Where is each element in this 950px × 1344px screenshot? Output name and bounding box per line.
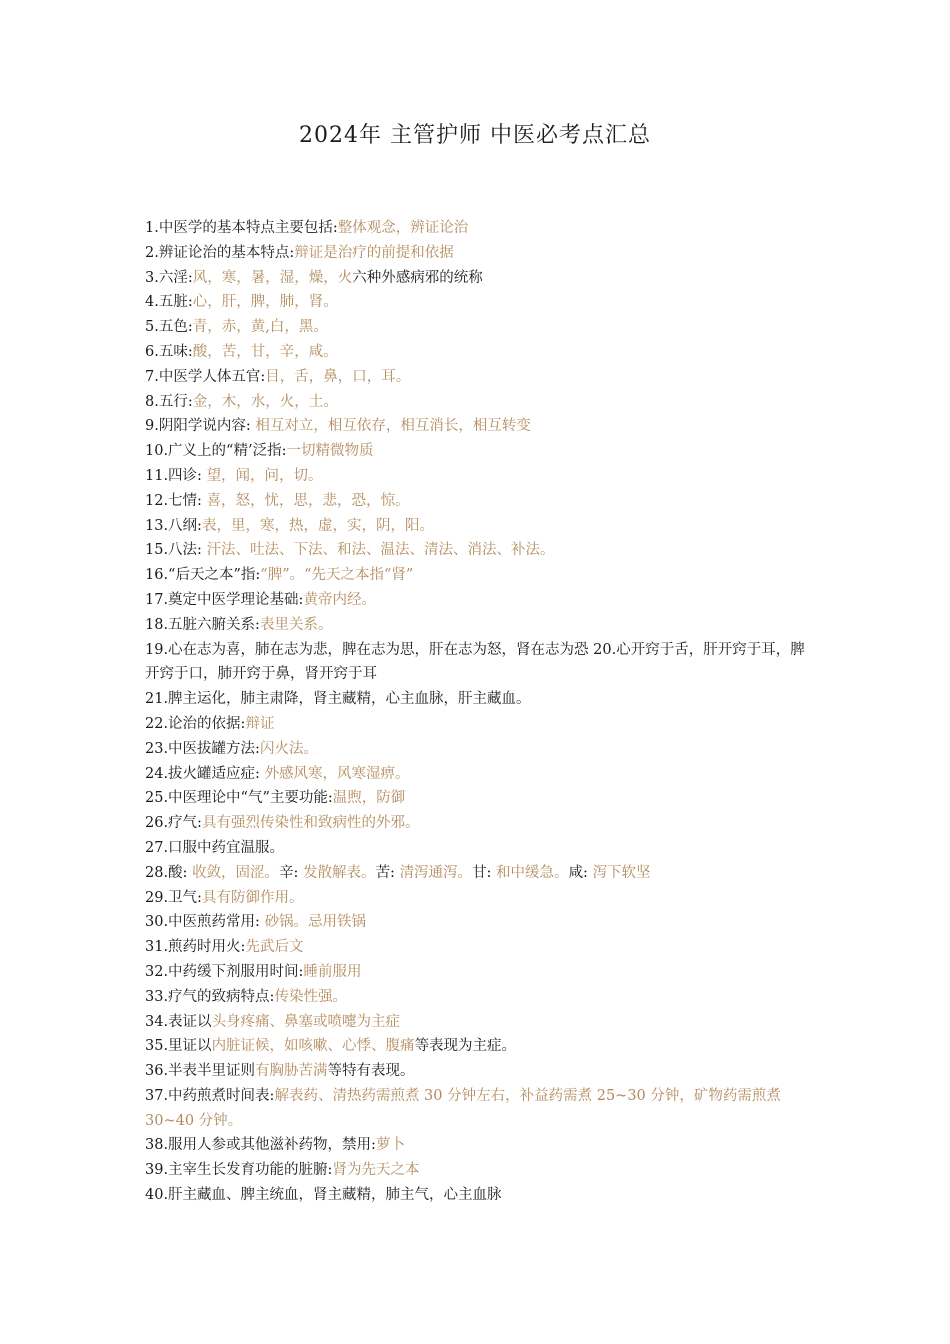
item-text: 6.五味: [145,343,193,360]
highlighted-answer: 辩证是治疗的前提和依据 [294,244,454,261]
highlighted-answer: 闪火法。 [259,740,318,757]
item-text: 24.拔火罐适应症: [145,765,265,782]
item-text: 36.半表半里证则 [145,1063,256,1080]
highlighted-answer: 发散解表。 [303,864,376,881]
item-text: 39.主宰生长发育功能的脏腑: [145,1162,333,1179]
highlighted-answer: 青，赤，黄,白，黑。 [192,319,328,336]
list-item [145,712,815,737]
item-text: 7.中医学人体五官: [145,368,266,385]
list-item [145,836,815,861]
highlighted-answer: 汗法、吐法、下法、和法、温法、清法、消法、补法。 [206,542,555,559]
list-item [145,1059,815,1084]
list-item [145,687,815,712]
list-item [145,737,815,762]
highlighted-answer: “脾”。“先天之本指“肾” [260,567,414,584]
item-text: 8.五行: [145,393,193,410]
highlighted-answer: 先武后文 [245,939,304,956]
list-item [145,340,815,365]
list-item [145,762,815,787]
highlighted-answer: 望，闻，问，切。 [206,467,323,484]
list-item [145,266,815,291]
list-item [145,638,815,688]
item-text: 10.广义上的“精’泛指: [145,443,287,460]
list-item [145,985,815,1010]
list-item [145,290,815,315]
item-text: 31.煎药时用火: [145,939,246,956]
list-item [145,464,815,489]
highlighted-answer: 和中缓急。 [496,864,569,881]
highlighted-answer: 萝卜 [375,1137,405,1154]
item-text: 32.中药缓下剂服用时间: [145,963,304,980]
item-text: 辛: [279,864,304,881]
highlighted-answer: 睡前服用 [303,963,362,980]
item-text: 18.五脏六腑关系: [145,616,260,633]
item-text: 六种外感病邪的统称 [352,269,483,286]
highlighted-answer: 头身疼痛、鼻塞或喷嚏为主症 [211,1013,401,1030]
list-item [145,811,815,836]
list-item [145,1010,815,1035]
list-item [145,910,815,935]
item-text: 27.口服中药宜温服。 [145,839,285,856]
highlighted-answer: 泻下软坚 [592,864,651,881]
list-item [145,241,815,266]
item-text: 4.五脏: [145,294,193,311]
highlighted-answer: 具有强烈传染性和致病性的外邪。 [201,815,420,832]
highlighted-answer: 肾为先天之本 [332,1162,420,1179]
item-text: 34.表证以 [145,1013,212,1030]
item-text: 咸: [568,864,593,881]
highlighted-answer: 辩证 [245,715,275,732]
page-title: 2024年 主管护师 中医必考点汇总 [299,123,651,148]
list-item [145,1158,815,1183]
item-text: 19.心在志为喜，肺在志为悲，脾在志为思，肝在志为怒，肾在志为恐 20.心开窍于舌，肝开窍于耳，脾开窍于口，肺开窍于鼻，肾开窍于耳 [145,641,805,683]
highlighted-answer: 有胸胁苦满 [255,1063,328,1080]
list-item [145,1034,815,1059]
list-item [145,1133,815,1158]
highlighted-answer: 相互对立，相互依存，相互消长，相互转变 [255,418,531,435]
item-text: 37.中药煎煮时间表: [145,1087,275,1104]
list-item [145,365,815,390]
item-text: 25.中医理论中“气”主要功能: [145,790,333,807]
item-text: 1.中医学的基本特点主要包括: [145,220,338,236]
item-text: 38.服用人参或其他滋补药物，禁用: [145,1137,376,1154]
highlighted-answer: 温煦，防御 [332,790,406,807]
list-item [145,786,815,811]
highlighted-answer: 表里关系。 [259,616,333,633]
highlighted-answer: 金，木，水，火，土。 [192,393,338,410]
item-text: 40.肝主藏血、脾主统血，肾主藏精，肺主气，心主血脉 [145,1187,502,1204]
list-item [145,563,815,588]
list-item [145,1084,815,1134]
highlighted-answer: 清泻通泻。 [399,864,473,881]
item-text: 23.中医拔罐方法: [145,740,260,757]
list-item [145,315,815,340]
list-item [145,588,815,613]
item-text: 16.“后天之本”指: [145,567,261,584]
item-text: 苦: [375,864,400,881]
list-item [145,538,815,563]
item-text: 5.五色: [145,319,193,336]
item-text: 30.中医煎药常用: [145,914,265,931]
item-text: 2.辨证论治的基本特点: [145,244,295,261]
item-text: 12.七情: [145,492,207,509]
item-text: 11.四诊: [145,467,207,484]
list-item [145,414,815,439]
item-text: 29.卫气: [145,889,202,906]
item-text: 9.阴阳学说内容: [145,418,256,435]
highlighted-answer: 喜，怒，忧，思，悲，恐，惊。 [206,492,410,509]
item-text: 13.八纲: [145,517,202,534]
list-item [145,960,815,985]
list-item [145,1183,815,1208]
list-item [145,935,815,960]
item-text: 33.疗气的致病特点: [145,988,275,1005]
highlighted-answer: 整体观念，辨证论治 [337,220,469,236]
item-text: 15.八法: [145,542,207,559]
highlighted-answer: 一切精微物质 [286,443,374,460]
highlighted-answer: 风，寒，暑，湿，燥，火 [192,269,353,286]
highlighted-answer: 收敛，固涩。 [192,864,280,881]
item-text: 26.疗气: [145,815,202,832]
list-item [145,439,815,464]
highlighted-answer: 目，舌，鼻，口，耳。 [265,368,411,385]
item-text: 28.酸: [145,864,193,881]
highlighted-answer: 解表药、清热药需煎煮 30 分钟左右，补益药需煮 25~30 分钟，矿物药需煎煮 30~40 分钟。 [145,1087,781,1129]
list-item [145,390,815,415]
highlighted-answer: 传染性强。 [274,988,347,1005]
highlighted-answer: 表，里，寒，热，虚，实，阴，阳。 [201,517,434,534]
item-text: 22.论治的依据: [145,715,246,732]
item-text: 甘: [472,864,497,881]
highlighted-answer: 心，肝，脾，肺，肾。 [192,294,338,311]
list-item [145,514,815,539]
item-text: 35.里证以 [145,1038,212,1055]
item-text: 3.六淫: [145,269,193,286]
highlighted-answer: 具有防御作用。 [201,889,304,906]
list-item [145,489,815,514]
highlighted-answer: 酸，苦，甘，辛，咸。 [192,343,338,360]
highlighted-answer: 砂锅。忌用铁锅 [264,914,367,931]
highlighted-answer: 外感风寒，风寒湿痹。 [264,765,410,782]
highlighted-answer: 黄帝内经。 [303,591,376,608]
item-text: 等表现为主症。 [414,1038,517,1055]
list-item [145,613,815,638]
item-text: 17.奠定中医学理论基础: [145,591,304,608]
list-item [145,216,815,241]
list-item [145,861,815,886]
highlighted-answer: 内脏证候，如咳嗽、心悸、腹痛 [211,1038,415,1055]
item-text: 等特有表现。 [327,1063,415,1080]
item-text: 21.脾主运化，肺主肃降，肾主藏精，心主血脉，肝主藏血。 [145,691,531,708]
key-points-list [145,216,815,1208]
list-item [145,886,815,911]
